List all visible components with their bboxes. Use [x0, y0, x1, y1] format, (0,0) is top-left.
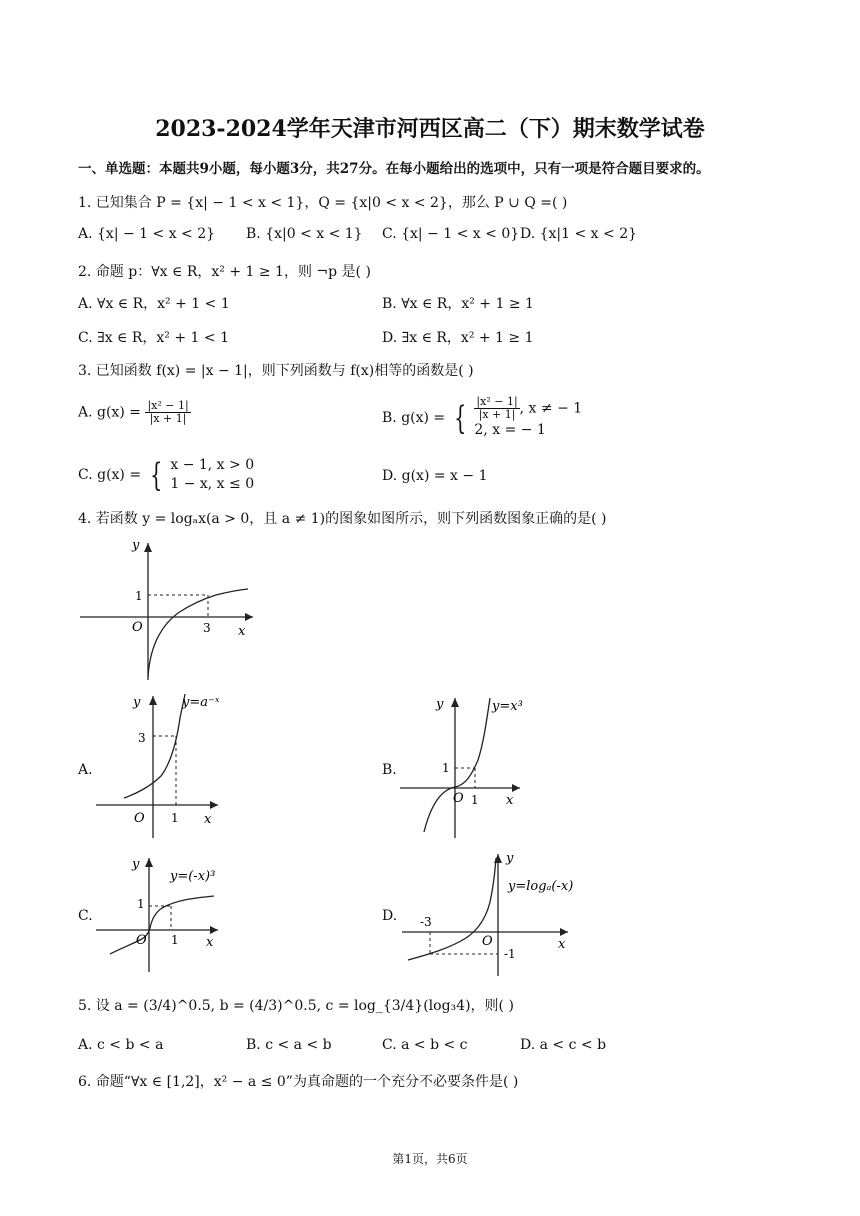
- y-axis-arrow: [145, 858, 153, 867]
- q2-option-d: D. ∃x ∈ R，x² + 1 ≥ 1: [382, 330, 534, 346]
- q3-a-numerator: |x² − 1|: [147, 399, 189, 412]
- section-heading: 一、单选题：本题共9小题，每小题3分，共27分。在每小题给出的选项中，只有一项是符合题目要求的。: [78, 161, 710, 177]
- q5-stem: 5. 设 a = (3/4)^0.5, b = (4/3)^0.5, c = log_{3/4}(log₃4)，则( ): [78, 998, 514, 1014]
- x-axis-arrow: [210, 801, 218, 809]
- q4-option-b-label: B.: [382, 762, 397, 778]
- q1-option-a: A. {x| − 1 < x < 2}: [78, 226, 216, 242]
- page-footer: 第1页，共6页: [392, 1152, 468, 1166]
- q3-option-d: D. g(x) = x − 1: [382, 468, 488, 484]
- y-axis-arrow: [144, 543, 152, 552]
- q4-option-c-label: C.: [78, 908, 93, 924]
- q3-c-brace: {: [149, 456, 162, 494]
- q3-a-fraction: [145, 400, 190, 425]
- q2-option-b: B. ∀x ∈ R，x² + 1 ≥ 1: [382, 296, 534, 312]
- q3-c-cases: [170, 456, 254, 494]
- q4-option-a-graph: [96, 688, 236, 840]
- x-axis-arrow: [512, 784, 520, 792]
- q1-option-d: D. {x|1 < x < 2}: [520, 226, 638, 242]
- q6-stem: 6. 命题“∀x ∈ [1,2]，x² − a ≤ 0”为真命题的一个充分不必要条件是( ): [78, 1074, 519, 1090]
- q3-option-c: [78, 456, 254, 494]
- y-axis-arrow: [451, 698, 459, 707]
- q5-option-d: D. a < c < b: [520, 1037, 607, 1053]
- q2-stem: 2. 命题 p：∀x ∈ R，x² + 1 ≥ 1，则 ¬p 是( ): [78, 264, 371, 280]
- x-axis-arrow: [245, 613, 253, 621]
- q3-a-denominator: |x + 1|: [149, 412, 187, 425]
- q4-option-d-graph: [400, 850, 580, 978]
- x-label: x: [506, 793, 514, 808]
- cubic-curve: [424, 698, 490, 832]
- q1-option-b: B. {x|0 < x < 1}: [246, 226, 363, 242]
- q2-option-c: C. ∃x ∈ R，x² + 1 < 1: [78, 330, 229, 346]
- q3-b-brace: {: [453, 399, 466, 437]
- tick-x-label: -3: [420, 915, 432, 929]
- y-label: y: [506, 851, 514, 866]
- q3-stem: 3. 已知函数 f(x) = |x − 1|，则下列函数与 f(x)相等的函数是( ): [78, 363, 474, 379]
- origin-label: O: [482, 934, 493, 949]
- tick-y-label: 1: [135, 589, 143, 603]
- curve-label: y=x³: [492, 699, 523, 714]
- x-label: x: [206, 935, 214, 950]
- q1-option-c: C. {x| − 1 < x < 0}: [382, 226, 520, 242]
- q4-option-a-label: A.: [78, 762, 93, 778]
- x-label: x: [238, 624, 246, 639]
- q5-option-c: C. a < b < c: [382, 1037, 468, 1053]
- x-label: x: [204, 812, 212, 827]
- q3-c-case1: x − 1, x > 0: [170, 457, 255, 473]
- page-title: 2023-2024学年天津市河西区高二（下）期末数学试卷: [155, 116, 705, 142]
- q3-a-prefix: A. g(x) =: [78, 404, 141, 421]
- q3-c-case2: 1 − x, x ≤ 0: [170, 476, 255, 492]
- tick-x-label: 1: [471, 793, 479, 807]
- q3-b-numerator: |x² − 1|: [476, 395, 518, 408]
- q2-option-a: A. ∀x ∈ R，x² + 1 < 1: [78, 296, 230, 312]
- q3-option-a: [78, 400, 191, 425]
- q3-c-prefix: C. g(x) =: [78, 467, 142, 483]
- curve-label: y=a⁻ˣ: [182, 695, 220, 710]
- q5-option-a: A. c < b < a: [78, 1037, 164, 1053]
- q3-b-prefix: B. g(x) =: [382, 410, 446, 426]
- q5-option-b: B. c < a < b: [246, 1037, 332, 1053]
- q3-b-fraction: [474, 396, 519, 421]
- q3-b-case2: 2, x = − 1: [474, 422, 546, 438]
- origin-label: O: [136, 933, 147, 948]
- origin-label: O: [134, 811, 145, 826]
- q4-option-d-label: D.: [382, 908, 398, 924]
- y-label: y: [133, 695, 141, 710]
- x-axis-arrow: [210, 926, 218, 934]
- y-label: y: [132, 538, 140, 553]
- q3-b-case1-cond: , x ≠ − 1: [519, 400, 583, 417]
- origin-label: O: [132, 620, 143, 635]
- cube-root-curve: [110, 896, 214, 954]
- q3-option-b: [382, 396, 582, 440]
- y-axis-arrow: [149, 696, 157, 705]
- tick-y-label: -1: [504, 947, 516, 961]
- y-label: y: [132, 857, 140, 872]
- tick-y-label: 1: [442, 761, 450, 775]
- curve-label: y=logₐ(-x): [508, 879, 574, 894]
- tick-y-label: 1: [137, 897, 145, 911]
- x-axis-arrow: [560, 928, 568, 936]
- q1-stem: 1. 已知集合 P = {x| − 1 < x < 1}，Q = {x|0 < x < 2}，那么 P ∪ Q =( ): [78, 195, 568, 211]
- tick-x-label: 1: [171, 933, 179, 947]
- q4-stem: 4. 若函数 y = logₐx(a > 0，且 a ≠ 1)的图象如图所示，则下列函数图象正确的是( ): [78, 511, 607, 527]
- tick-y-label: 3: [138, 731, 146, 745]
- q3-b-cases: [474, 396, 582, 440]
- y-label: y: [436, 697, 444, 712]
- q4-main-graph: [78, 535, 258, 685]
- q3-b-denominator: |x + 1|: [478, 408, 516, 421]
- tick-x-label: 1: [171, 811, 179, 825]
- curve-label: y=(-x)³: [170, 869, 216, 884]
- q4-option-b-graph: [398, 690, 538, 840]
- tick-x-label: 3: [203, 621, 211, 635]
- x-label: x: [558, 937, 566, 952]
- log-curve: [148, 589, 248, 677]
- origin-label: O: [453, 791, 464, 806]
- q4-option-c-graph: [96, 852, 236, 974]
